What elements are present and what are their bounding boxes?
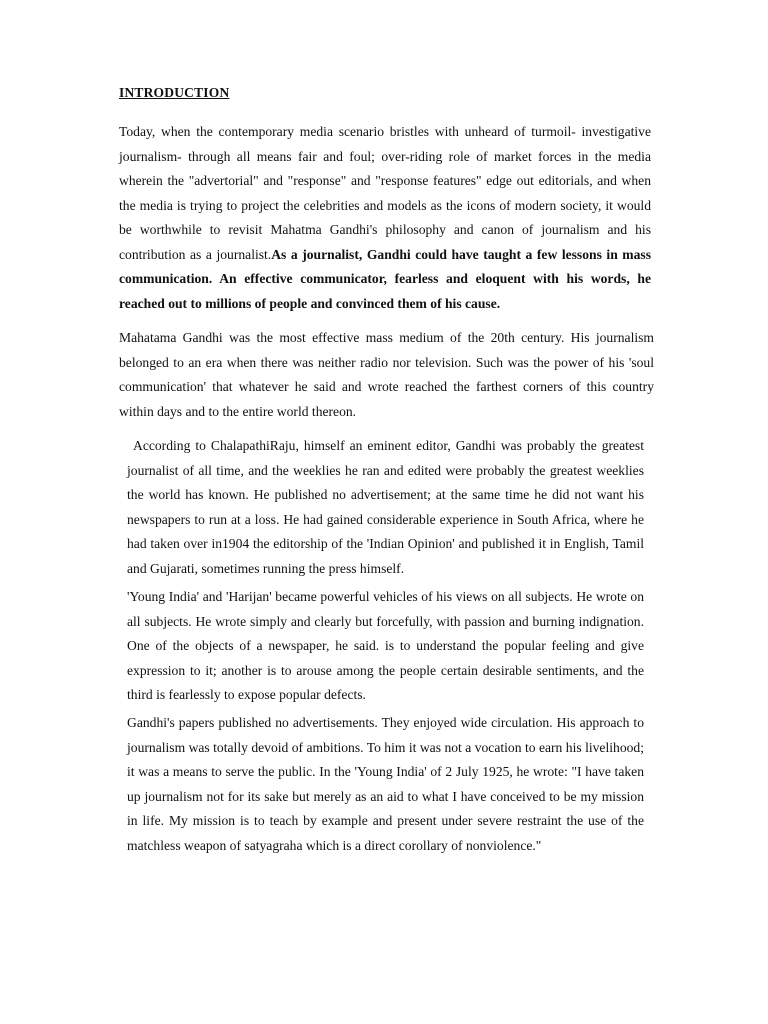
- section-heading: INTRODUCTION: [119, 85, 230, 100]
- paragraph-chalapathiraju: [127, 434, 644, 581]
- paragraph-chalapathiraju-text: According to ChalapathiRaju, himself an eminent editor, Gandhi was probably the greatest journalist of all time, and the weeklies he ran and edited were probably the greatest weeklies the world has known. He published no advertisement; at the same time he did not want his newspapers to run at a loss. He had gained considerable experience in South Africa, where he had taken over in1904 the editorship of the 'Indian Opinion' and published it in English, Tamil and Gujarati, sometimes running the press himself.: [127, 438, 644, 576]
- paragraph-mass-medium: Mahatama Gandhi was the most effective mass medium of the 20th century. His journalism belonged to an era when there was neither radio nor television. Such was the power of his 'soul communication' that whatever he said and wrote reached the farthest corners of this country within days and to the entire world thereon.: [119, 330, 654, 419]
- paragraph-young-india: 'Young India' and 'Harijan' became powerful vehicles of his views on all subjects. He wrote on all subjects. He wrote simply and clearly but forcefully, with passion and burning indignation. One of the objects of a newspaper, he said. is to understand the popular feeling and give expression to it; another is to arouse among the people certain desirable sentiments, and the third is fearlessly to expose popular defects.: [127, 589, 644, 702]
- paragraph-gandhis-papers: Gandhi's papers published no advertisements. They enjoyed wide circulation. His approach to journalism was totally devoid of ambitions. To him it was not a vocation to earn his livelihood; it was a means to serve the public. In the 'Young India' of 2 July 1925, he wrote: "I have taken up journalism not for its sake but merely as an aid to what I have conceived to be my mission in life. My mission is to teach by example and present under severe restraint the use of the matchless weapon of satyagraha which is a direct corollary of nonviolence.": [127, 715, 644, 853]
- paragraph-intro-text: Today, when the contemporary media scenario bristles with unheard of turmoil- investigative journalism- through all means fair and foul; over-riding role of market forces in the media wherein the "advertorial" and "response" and "response features" edge out editorials, and when the media is trying to project the celebrities and models as the icons of modern society, it would be worthwhile to revisit Mahatma Gandhi's philosophy and canon of journalism and his contribution as a journalist.: [119, 124, 651, 262]
- paragraph-intro: [119, 120, 651, 316]
- paragraph-intro-bold-text: As a journalist, Gandhi could have taught a few lessons in mass communication. An effective communicator, fearless and eloquent with his words, he reached out to millions of people and convinced them of his cause.: [119, 246, 652, 311]
